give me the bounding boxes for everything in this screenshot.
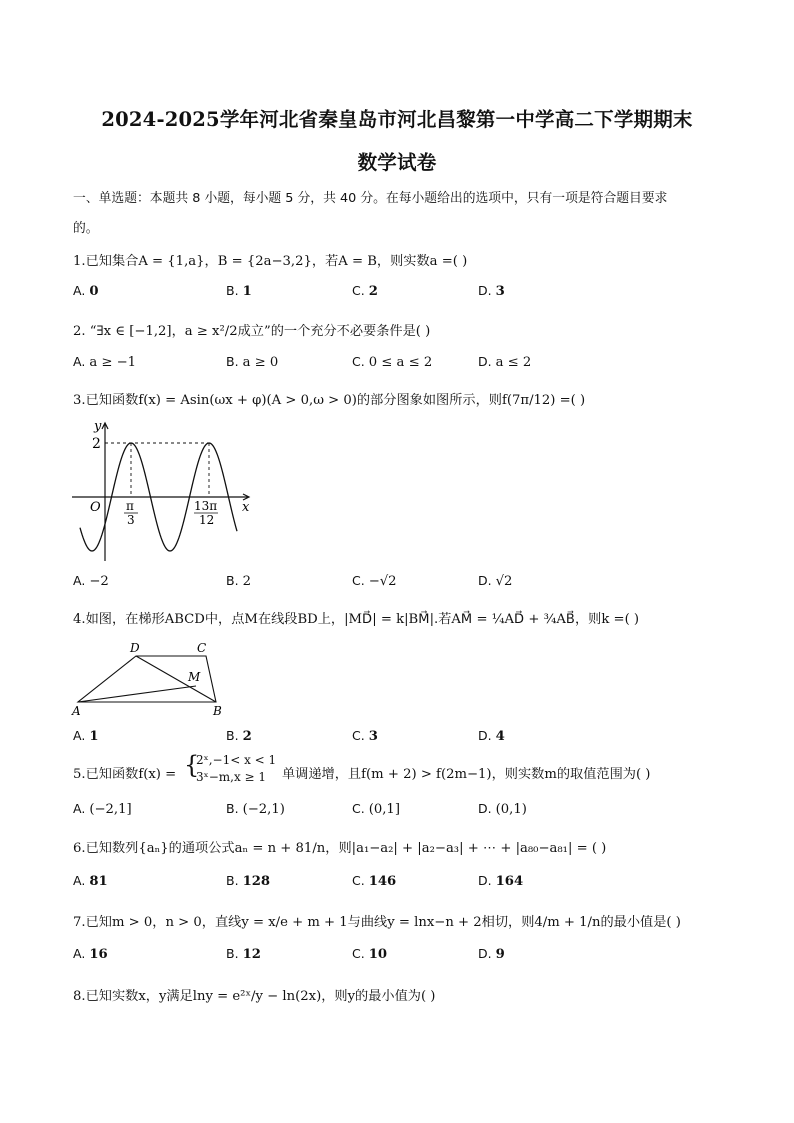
svg-text:12: 12 <box>199 513 215 527</box>
origin-label: O <box>90 500 101 515</box>
question-1-stem: 1.已知集合A = {1,a}，B = {2a−3,2}，若A = B，则实数a =( ) <box>73 254 468 269</box>
svg-text:13π: 13π <box>194 499 218 513</box>
piecewise-case-1: 2ˣ,−1< x < 1 <box>196 753 277 767</box>
question-5-option-d: D. (0,1) <box>478 801 527 817</box>
svg-text:π: π <box>126 499 134 513</box>
question-8-stem: 8.已知实数x，y满足lny = e²ˣ/y − ln(2x)，则y的最小值为( ) <box>73 989 436 1004</box>
question-5-option-b: B. (−2,1) <box>226 801 285 817</box>
question-7-option-c: C. 10 <box>352 946 388 962</box>
question-1-option-c: C. 2 <box>352 283 378 299</box>
question-2-option-b: B. a ≥ 0 <box>226 354 279 370</box>
question-7-stem: 7.已知m > 0，n > 0，直线y = x/e + m + 1与曲线y = lnx−n + 2相切，则4/m + 1/n的最小值是( ) <box>73 915 681 930</box>
question-3-option-b: B. 2 <box>226 573 251 589</box>
svg-text:3: 3 <box>127 513 135 527</box>
question-6-stem: 6.已知数列{aₙ}的通项公式aₙ = n + 81/n，则|a₁−a₂| + |a₂−a₃| + ⋯ + |a₈₀−a₈₁| = ( ) <box>73 841 607 856</box>
question-2-option-a: A. a ≥ −1 <box>73 354 137 370</box>
question-7-option-b: B. 12 <box>226 946 261 962</box>
question-7-option-d: D. 9 <box>478 946 505 962</box>
question-3-option-a: A. −2 <box>73 573 109 589</box>
vertex-a-label: A <box>72 704 81 718</box>
question-7-option-a: A. 16 <box>73 946 108 962</box>
vertex-b-label: B <box>213 704 222 718</box>
question-2-option-c: C. 0 ≤ a ≤ 2 <box>352 354 433 370</box>
question-1-option-a: A. 0 <box>73 283 99 299</box>
vertex-d-label: D <box>130 641 140 655</box>
trapezoid-figure <box>70 638 235 718</box>
question-6-option-b: B. 128 <box>226 873 271 889</box>
question-4-option-c: C. 3 <box>352 728 378 744</box>
question-3-option-d: D. √2 <box>478 573 513 589</box>
piecewise-brace: { <box>184 751 200 779</box>
question-5-option-c: C. (0,1] <box>352 801 400 817</box>
pi-third-tick <box>124 499 138 527</box>
question-1-option-d: D. 3 <box>478 283 505 299</box>
question-2-option-d: D. a ≤ 2 <box>478 354 532 370</box>
question-4-option-b: B. 2 <box>226 728 252 744</box>
sine-graph-figure <box>70 418 260 564</box>
exam-title-line2: 数学试卷 <box>357 151 437 174</box>
peak-value-label: 2 <box>92 436 101 452</box>
question-4-stem: 4.如图，在梯形ABCD中，点M在线段BD上，|MD⃗| = k|BM⃗|.若AM⃗ = ¼AD⃗ + ¾AB⃗，则k =( ) <box>73 612 640 627</box>
question-2-stem: 2. “∃x ∈ [−1,2]，a ≥ x²/2成立”的一个充分不必要条件是( ) <box>73 324 431 339</box>
section-instruction-cont: 的。 <box>73 221 99 236</box>
point-m-label: M <box>188 670 201 684</box>
question-6-option-a: A. 81 <box>73 873 108 889</box>
section-instruction: 一、单选题：本题共 8 小题，每小题 5 分，共 40 分。在每小题给出的选项中，只有一项是符合题目要求 <box>73 191 668 206</box>
question-3-stem: 3.已知函数f(x) = Asin(ωx + φ)(A > 0,ω > 0)的部分图象如图所示，则f(7π/12) =( ) <box>73 393 586 408</box>
question-5-stem-pre: 5.已知函数f(x) = <box>73 767 177 782</box>
13pi-over-12-tick <box>194 499 218 527</box>
question-5-option-a: A. (−2,1] <box>73 801 132 817</box>
x-axis-label: x <box>242 500 250 515</box>
question-4-option-a: A. 1 <box>73 728 99 744</box>
question-6-option-d: D. 164 <box>478 873 524 889</box>
y-axis-label: y <box>94 419 102 434</box>
question-1-option-b: B. 1 <box>226 283 252 299</box>
exam-title-line1: 2024-2025学年河北省秦皇岛市河北昌黎第一中学高二下学期期末 <box>101 108 693 131</box>
diagonal-bd <box>136 656 216 702</box>
question-6-option-c: C. 146 <box>352 873 397 889</box>
question-4-option-d: D. 4 <box>478 728 505 744</box>
piecewise-case-2: 3ˣ−m,x ≥ 1 <box>196 770 267 784</box>
question-3-option-c: C. −√2 <box>352 573 397 589</box>
vertex-c-label: C <box>197 641 207 655</box>
question-5-stem-post: 单调递增，且f(m + 2) > f(2m−1)，则实数m的取值范围为( ) <box>282 767 651 782</box>
